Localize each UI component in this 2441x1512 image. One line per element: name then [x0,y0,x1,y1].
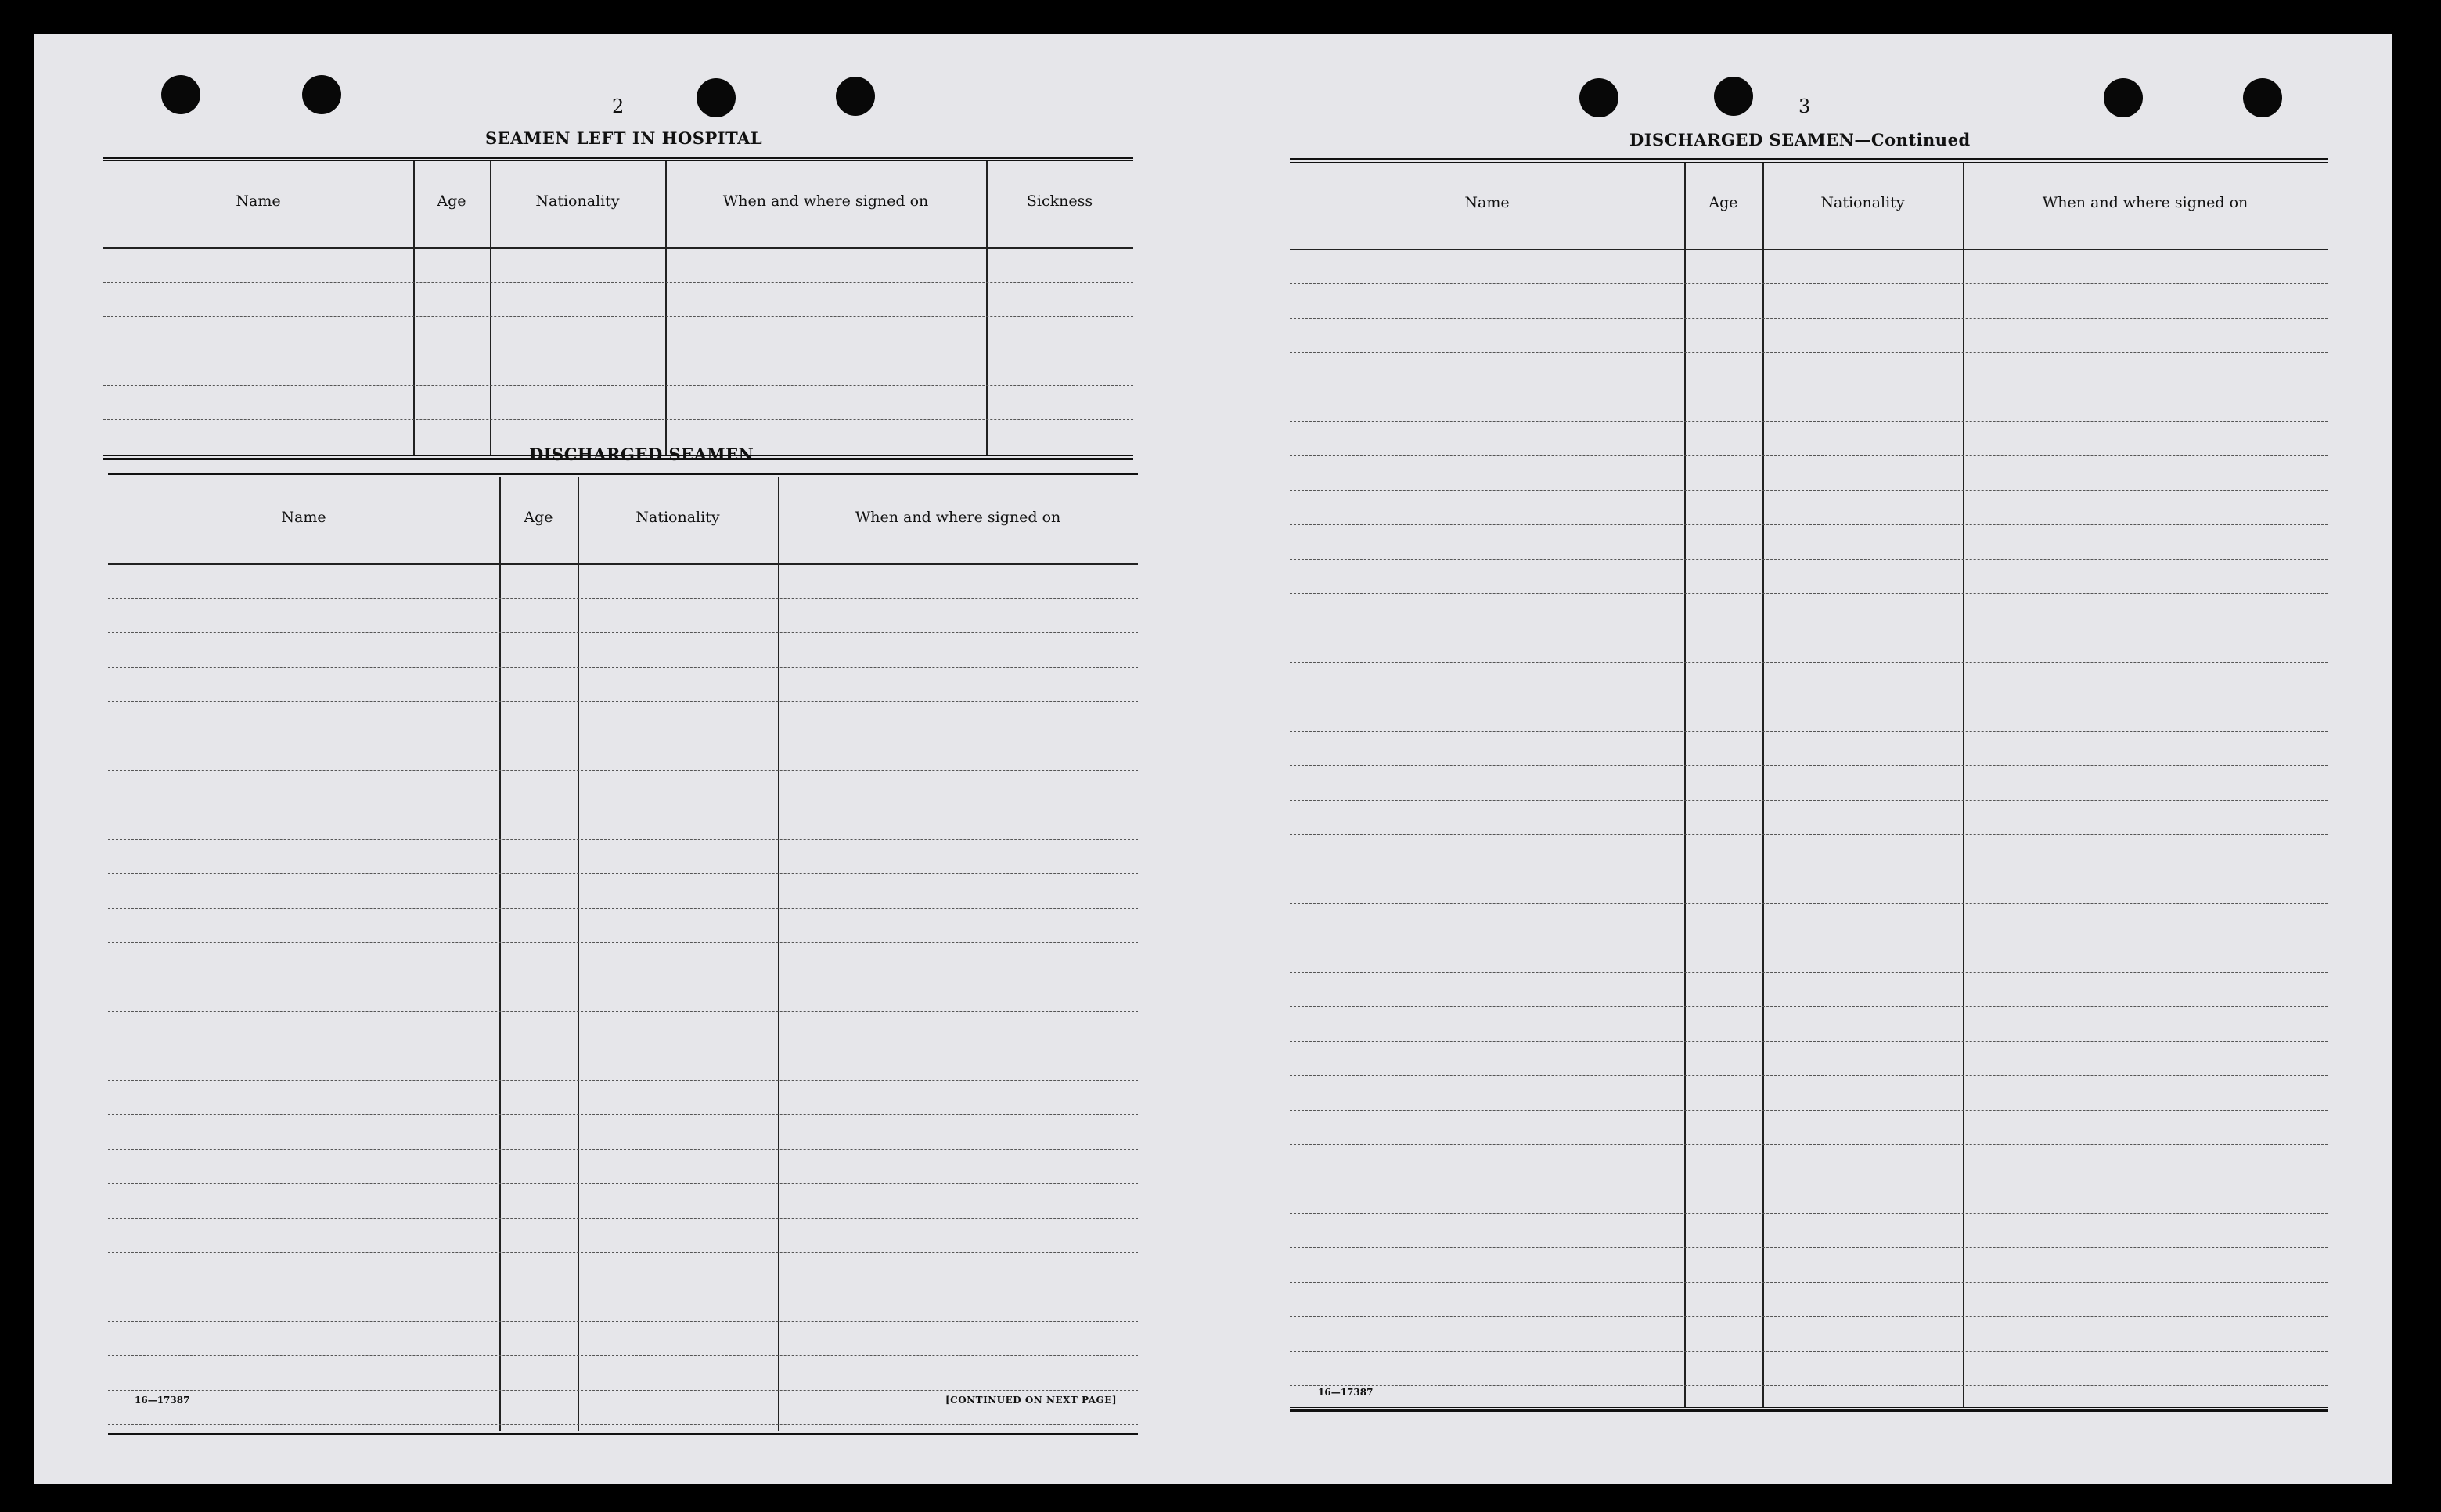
table-row [1290,1282,2328,1283]
column-header-sickness: Sickness [1026,193,1093,210]
punch-hole [302,75,341,114]
hospital-section-title: SEAMEN LEFT IN HOSPITAL [485,128,763,148]
table-row [1290,352,2328,353]
header-rule [103,247,1133,249]
table-row [1290,1213,2328,1214]
discharged-section-title: DISCHARGED SEAMEN [529,445,754,464]
column-header-nationality: Nationality [635,509,720,526]
table-top-rule [103,157,1133,161]
table-row [108,1321,1138,1322]
table-row [1290,1316,2328,1317]
column-header-when-and-where-signed-on: When and where signed on [722,193,929,210]
column-divider [1963,163,1964,1407]
table-row [1290,765,2328,766]
punch-hole [836,77,875,116]
table-row [1290,421,2328,422]
table-row [108,908,1138,909]
table-row [1290,1041,2328,1042]
table-row [1290,283,2328,284]
column-divider [986,161,988,455]
table-row [108,942,1138,943]
table-row [1290,455,2328,456]
column-divider [499,477,501,1431]
column-header-age: Age [1708,194,1738,211]
form-id-left: 16—17387 [135,1395,190,1406]
continued-note: [CONTINUED ON NEXT PAGE] [945,1395,1118,1406]
table-row [108,1355,1138,1356]
table-row [108,1183,1138,1184]
table-row [108,1218,1138,1219]
discharged-table [108,473,1138,1435]
table-top-rule [1290,158,2328,163]
table-row [108,667,1138,668]
column-header-nationality: Nationality [1820,194,1905,211]
hospital-table [103,157,1133,460]
table-row [103,385,1133,386]
column-divider [778,477,779,1431]
punch-hole [161,75,200,114]
column-header-name: Name [281,509,326,526]
table-row [108,1390,1138,1391]
punch-hole [1714,77,1753,116]
discharged-continued-table [1290,158,2328,1412]
table-row [103,419,1133,420]
table-row [1290,731,2328,732]
form-sheet [34,34,2392,1484]
table-row [108,1252,1138,1253]
table-row [103,282,1133,283]
column-header-when-and-where-signed-on: When and where signed on [855,509,1061,526]
table-row [1290,559,2328,560]
table-row [1290,490,2328,491]
table-row [1290,524,2328,525]
table-row [1290,593,2328,594]
table-row [1290,834,2328,835]
table-row [108,770,1138,771]
column-header-when-and-where-signed-on: When and where signed on [2042,194,2248,211]
discharged-continued-title: DISCHARGED SEAMEN—Continued [1629,130,1971,149]
column-header-age: Age [437,193,466,210]
punch-hole [697,78,736,117]
column-divider [578,477,579,1431]
table-row [1290,800,2328,801]
column-divider [490,161,491,455]
punch-hole [2104,78,2143,117]
table-bottom-rule [108,1431,1138,1435]
punch-hole [1579,78,1618,117]
table-row [1290,1247,2328,1248]
table-row [1290,1385,2328,1386]
column-header-name: Name [236,193,281,210]
page-number-right: 3 [1798,95,1811,117]
table-row [108,839,1138,840]
column-divider [413,161,415,455]
table-row [108,1011,1138,1012]
table-row [1290,1351,2328,1352]
header-rule [108,563,1138,565]
punch-hole [2243,78,2282,117]
column-divider [1684,163,1686,1407]
table-row [108,1114,1138,1115]
column-header-age: Age [524,509,553,526]
table-row [1290,1006,2328,1007]
table-row [108,1424,1138,1425]
column-header-name: Name [1464,194,1510,211]
table-row [108,632,1138,633]
table-row [108,873,1138,874]
table-row [108,1080,1138,1081]
table-row [1290,1075,2328,1076]
table-row [1290,972,2328,973]
column-header-nationality: Nationality [535,193,620,210]
header-rule [1290,249,2328,250]
table-row [1290,903,2328,904]
table-row [1290,1110,2328,1111]
table-bottom-rule [1290,1407,2328,1412]
page-number-left: 2 [612,95,625,117]
table-row [1290,318,2328,319]
table-row [108,1149,1138,1150]
table-row [108,701,1138,702]
column-divider [1762,163,1764,1407]
column-divider [665,161,667,455]
table-row [103,316,1133,317]
table-row [108,598,1138,599]
table-top-rule [108,473,1138,477]
form-id-right: 16—17387 [1318,1387,1374,1398]
table-row [1290,662,2328,663]
table-row [1290,1144,2328,1145]
